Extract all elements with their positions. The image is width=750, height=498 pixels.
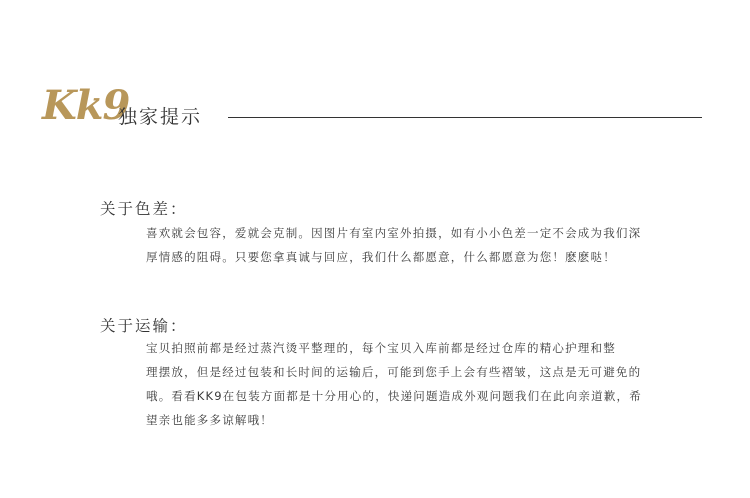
section-body-shipping — [146, 336, 666, 432]
paragraph-line: 宝贝拍照前都是经过蒸汽烫平整理的，每个宝贝入库前都是经过仓库的精心护理和整 — [146, 341, 616, 355]
page-title: 独家提示 — [118, 106, 203, 128]
section-title-color-difference: 关于色差： — [100, 200, 188, 218]
section-body-color-difference — [146, 221, 666, 269]
section-title-shipping: 关于运输： — [100, 317, 188, 335]
header — [0, 0, 750, 150]
paragraph-line: 喜欢就会包容，爱就会克制。因图片有室内室外拍摄，如有小小色差一定不会成为我们深 — [146, 226, 642, 240]
paragraph-line: 理摆放，但是经过包装和长时间的运输后，可能到您手上会有些褶皱，这点是无可避免的 — [146, 365, 642, 379]
header-divider — [228, 117, 702, 118]
paragraph-line: 望亲也能多多谅解哦！ — [146, 413, 273, 427]
paragraph-line: 厚情感的阻碍。只要您拿真诚与回应，我们什么都愿意，什么都愿意为您！麽麽哒！ — [146, 250, 616, 264]
brand-logo: Kk9 — [42, 82, 130, 129]
paragraph-line: 哦。看看KK9在包装方面都是十分用心的，快递问题造成外观问题我们在此向亲道歉，希 — [146, 389, 642, 403]
